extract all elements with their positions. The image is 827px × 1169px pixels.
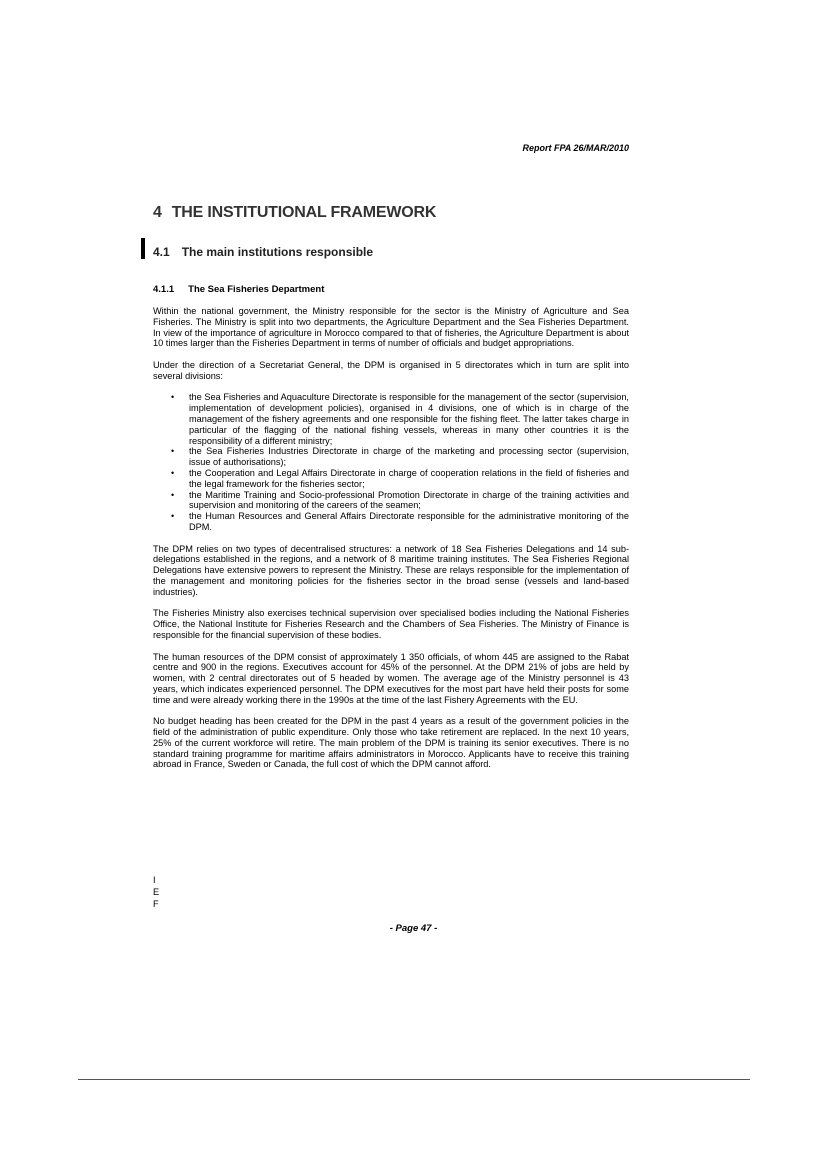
- list-item: • the Sea Fisheries Industries Directorate in charge of the marketing and processing sector (supervision, issue of authorisations);: [189, 446, 629, 468]
- list-item: • the Maritime Training and Socio-professional Promotion Directorate in charge of the training activities and supervision and monitoring of the careers of the seamen;: [189, 490, 629, 512]
- chapter-title: THE INSTITUTIONAL FRAMEWORK: [171, 204, 437, 221]
- bottom-divider: [78, 1079, 750, 1080]
- body-text: [153, 306, 629, 781]
- section-title: The main institutions responsible: [181, 245, 374, 259]
- truncated-paragraph: [153, 874, 629, 910]
- list-item: • the Sea Fisheries and Aquaculture Directorate is responsible for the management of the sector (supervision, implementation of development policies), organised in 4 divisions, one of which is in charge of the management of the fishery agreements and one responsible for the fishing fleet. The latter takes charge in particular of the flagging of the national fishing vessels, whereas in many other countries it is the responsibility of a different ministry;: [189, 392, 629, 446]
- report-reference: Report FPA 26/MAR/2010: [522, 143, 629, 153]
- paragraph: The DPM relies on two types of decentralised structures: a network of 18 Sea Fisheries Delegations and 14 sub-delegations established in the regions, and a network of 8 maritime training institutes. The Sea Fisheries Regional Delegations have extensive powers to represent the Ministry. These are relays responsible for the implementation of the management and monitoring policies for the fisheries sector in the broad sense (vessels and land-based industries).: [153, 543, 629, 597]
- subsection-number: 4.1.1: [153, 284, 175, 295]
- paragraph: No budget heading has been created for the DPM in the past 4 years as a result of the government policies in the field of the administration of public expenditure. Only those who take retirement are replaced. In the next 10 years, 25% of the current workforce will retire. The main problem of the DPM is training its senior executives. There is no standard training programme for maritime affairs administrators in Morocco. Applicants have to receive this training abroad in France, Sweden or Canada, the full cost of which the DPM cannot afford.: [153, 716, 629, 770]
- change-bar: [141, 238, 145, 259]
- paragraph: The human resources of the DPM consist of approximately 1 350 officials, of whom 445 are assigned to the Rabat centre and 900 in the regions. Executives account for 45% of the personnel. At the DPM 21% of jobs are held by women, with 2 central directorates out of 5 headed by women. The average age of the Ministry personnel is 43 years, which indicates experienced personnel. The DPM executives for the most part have held their posts for some time and were already working there in the 1990s at the time of the last Fishery Agreements with the EU.: [153, 651, 629, 705]
- section-heading: [153, 245, 373, 259]
- truncated-line: I: [153, 875, 156, 885]
- chapter-heading: [153, 204, 436, 222]
- list-item: • the Human Resources and General Affairs Directorate responsible for the administrative monitoring of the DPM.: [189, 511, 629, 533]
- directorate-list: [153, 392, 629, 532]
- subsection-title: The Sea Fisheries Department: [188, 284, 325, 295]
- truncated-line: E: [153, 887, 160, 897]
- paragraph: The Fisheries Ministry also exercises technical supervision over specialised bodies including the National Fisheries Office, the National Institute for Fisheries Research and the Chambers of Sea Fisheries. The Ministry of Finance is responsible for the financial supervision of these bodies.: [153, 608, 629, 640]
- paragraph: Under the direction of a Secretariat General, the DPM is organised in 5 directorates which in turn are split into several divisions:: [153, 359, 629, 381]
- section-number: 4.1: [153, 245, 170, 259]
- paragraph: Within the national government, the Ministry responsible for the sector is the Ministry of Agriculture and Sea Fisheries. The Ministry is split into two departments, the Agriculture Department and the Sea Fisheries Department. In view of the importance of agriculture in Morocco compared to that of fisheries, the Agriculture Department is about 10 times larger than the Fisheries Department in terms of number of officials and budget appropriations.: [153, 306, 629, 349]
- chapter-number: 4: [153, 204, 162, 221]
- page-number: - Page 47 -: [389, 923, 438, 934]
- truncated-line: F: [153, 899, 159, 909]
- list-item: • the Cooperation and Legal Affairs Directorate in charge of cooperation relations in the field of fisheries and the legal framework for the fisheries sector;: [189, 468, 629, 490]
- subsection-heading: [153, 284, 324, 295]
